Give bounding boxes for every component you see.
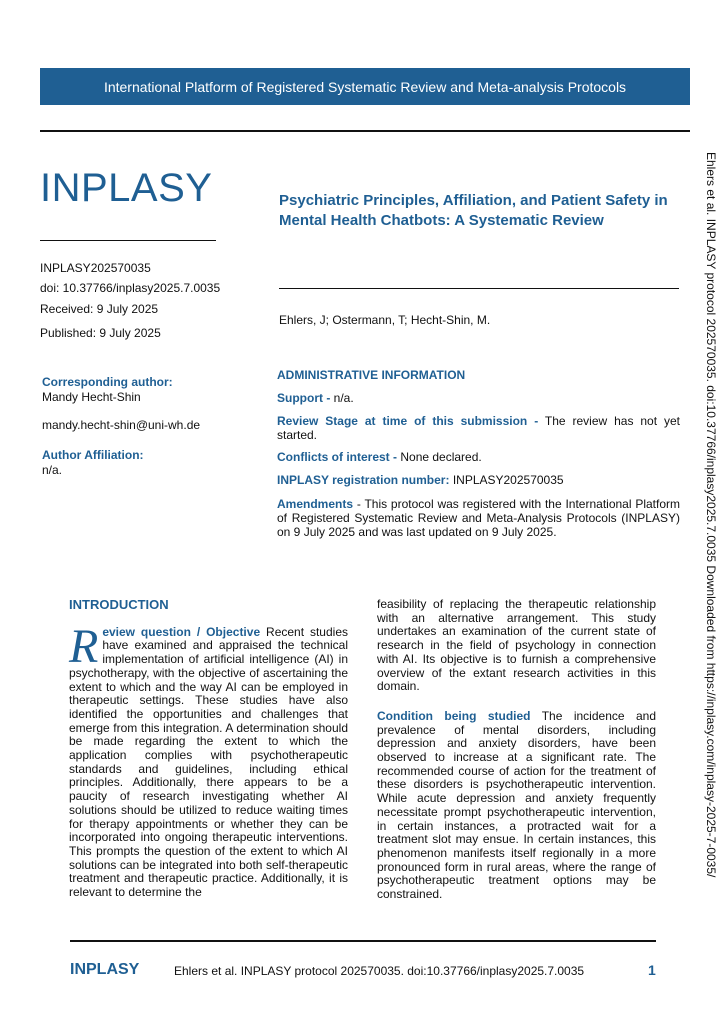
support-row xyxy=(277,391,680,405)
logo-rule xyxy=(40,240,216,241)
footer-logo: INPLASY xyxy=(70,961,140,978)
top-rule xyxy=(40,130,690,132)
condition-text: The incidence and prevalence of mental disorders, including depression and anxiety disorders, have been observed to increase at a significant rate. The recommended course of action for the treatment of these disorders is psychotherapeutic intervention. While acute depression and anxiety frequently necessitate prompt psychotherapeutic intervention, in certain instances, a protracted wait for a treatment slot may ensue. In certain instances, this phenomenon manifests itself regionally in a more pronounced form in rural areas, where the range of psychotherapeutic treatment options may be constrained. xyxy=(377,708,656,902)
vertical-note-text[interactable]: Ehlers et al. INPLASY protocol 202570035. doi:10.37766/inplasy2025.7.0035 Downloaded from https://inplasy.com/inplasy-2025-7-0035/ xyxy=(704,152,718,878)
footer-citation: Ehlers et al. INPLASY protocol 202570035. doi:10.37766/inplasy2025.7.0035 xyxy=(174,964,585,978)
review-question-text: Recent studies have examined and appraised the technical implementation of artificial intelligence (AI) in psychotherapy, with the objective of ascertaining the extent to which and the way AI can be employed in therapeutic settings. These studies have also identified the opportunities and challenges that emerge from this integration. A determination should be made regarding the extent to which the application complies with psychotherapeutic standards and guidelines, including ethical principles. Additionally, there appears to be a paucity of research investigating whether AI solutions should be utilized to reduce waiting times for therapy appointments or whether they can be incorporated into ongoing therapeutic interventions. This prompts the question of the extent to which AI solutions can be integrated into both self-therapeutic treatment and therapeutic practice. Additionally, it is relevant to determine the xyxy=(69,624,348,900)
doi-text[interactable]: doi: 10.37766/inplasy2025.7.0035 xyxy=(40,281,221,295)
intro-column-right xyxy=(377,598,656,912)
review-question-label: eview question / Objective xyxy=(102,624,261,639)
admin-heading-text: ADMINISTRATIVE INFORMATION xyxy=(277,368,466,382)
vertical-download-note xyxy=(700,152,722,912)
intro-continuation: feasibility of replacing the therapeutic relationship with an alternative arrangement. This study undertakes an examination of the current state of research in the field of psychology in connection with AI. Its objective is to furnish a comprehensive overview of the extant research activities in this domain. xyxy=(377,597,656,694)
amendments-label: Amendments xyxy=(277,497,354,511)
admin-heading xyxy=(277,368,680,382)
amendments-value: - This protocol was registered with the International Platform of Registered Systematic Review and Meta-Analysis Protocols (INPLASY) on 9 July 2025 and was last updated on 9 July 2025. xyxy=(277,497,680,539)
amendments-row xyxy=(277,497,680,539)
corresponding-author-name: Mandy Hecht-Shin xyxy=(42,390,141,404)
conflicts-value: None declared. xyxy=(397,450,482,464)
corresponding-author-label: Corresponding author: xyxy=(42,375,173,389)
banner-text: International Platform of Registered Systematic Review and Meta-analysis Protocols xyxy=(103,78,627,95)
footer-rule xyxy=(70,940,656,942)
published-date: Published: 9 July 2025 xyxy=(40,326,161,340)
support-label: Support - xyxy=(277,391,331,405)
registration-label: INPLASY registration number: xyxy=(277,473,450,487)
conflicts-label: Conflicts of interest - xyxy=(277,450,398,464)
stage-label: Review Stage at time of this submission - xyxy=(277,414,539,428)
title-rule xyxy=(279,288,679,289)
intro-heading: INTRODUCTION xyxy=(69,597,169,612)
inplasy-id: INPLASY202570035 xyxy=(40,261,151,275)
condition-label: Condition being studied xyxy=(377,708,531,723)
stage-row xyxy=(277,414,680,442)
received-date: Received: 9 July 2025 xyxy=(40,302,159,316)
affiliation-block xyxy=(42,448,144,478)
stage-value: The review has not yet started. xyxy=(277,414,681,442)
conflicts-row xyxy=(277,450,680,464)
inplasy-logo: INPLASY xyxy=(40,166,213,210)
registration-value: INPLASY202570035 xyxy=(449,473,564,487)
header-banner xyxy=(40,68,690,105)
page-number: 1 xyxy=(648,962,656,978)
affiliation-label: Author Affiliation: xyxy=(42,448,144,462)
author-email[interactable]: mandy.hecht-shin@uni-wh.de xyxy=(42,418,201,432)
registration-row xyxy=(277,473,680,487)
support-value: n/a. xyxy=(330,391,354,405)
affiliation-value: n/a. xyxy=(42,463,63,477)
corresponding-author-block xyxy=(42,375,173,405)
article-title: Psychiatric Principles, Affiliation, and Patient Safety in Mental Health Chatbots: A Systematic Review xyxy=(279,192,668,229)
authors: Ehlers, J; Ostermann, T; Hecht-Shin, M. xyxy=(279,313,491,327)
dropcap-letter: R xyxy=(69,619,99,673)
intro-column-left xyxy=(69,598,348,910)
